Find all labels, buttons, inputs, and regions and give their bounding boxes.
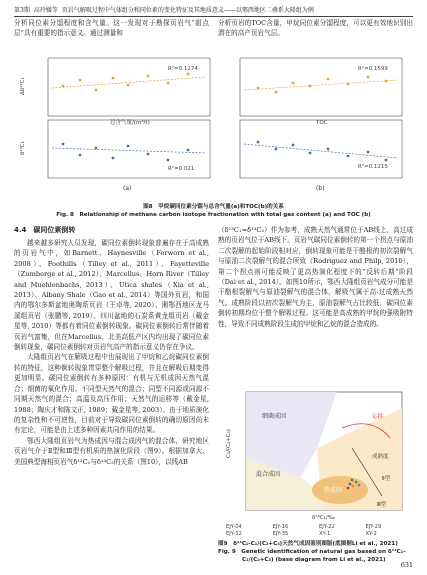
x-axis-label: δ¹³C₁/‰ [312, 515, 336, 521]
mixed-label: 混合成因 [256, 471, 281, 478]
r2-label: R²=0.1274 [168, 66, 198, 72]
legend-item: EJY-29 [365, 524, 382, 530]
fig8-caption-en: Fig. 8 Relationship of methane carbon isotope fractionation with total gas content (a) and TOC (b) [56, 212, 371, 218]
body-paragraph: 越来越多研究人员发现，碳同位素倒转现象普遍存在于高成熟的页岩气中，如Barnett、Haynesville（Ferworn et al., 2008）、Foothills（Tilley et al., 2011）、Fayetteville（Zumberge et al., 2012）、Marcellus、Horn River（Tilley and Muehlenbachs, 2013）、Utica shales（Xia et al., 2013）、Albany Shale（Gao et al., 2014）等国外页岩，和国内的鄂尔多斯盆地奥陶系页岩（王卓等, 2020）、湘鄂西地区龙马溪组页岩（张鹏等, 2019）、四川盆地的石炭系黄龙组页岩（戴金星等, 2010）等都有着同位素倒转现象。碳同位素倒转后常伴随着页岩气富集，但在Marcellus、北美高低产区内均出现了碳同位素倒转现象，碳同位素倒转对页岩气高产的指示意义仍存在争议。 [14, 239, 209, 352]
x-axis-label: TOC [316, 120, 328, 126]
trend-line [52, 77, 206, 88]
fig9-caption-en: Fig. 9 Genetic identification of natural gas based on δ¹³C₁- [218, 549, 406, 555]
bacterial-label: 细菌成因 [262, 413, 287, 420]
r2-label: R²=0.021 [168, 166, 195, 172]
legend-item: XY-2 [365, 531, 377, 537]
orange-points [257, 76, 388, 94]
panel-label: (b) [316, 185, 325, 192]
thermal-label: 热成因 [324, 487, 343, 494]
legend-item: EJY-16 [272, 524, 289, 530]
trend-line [244, 144, 398, 158]
fig8-panel-b [240, 58, 402, 192]
panel-label: (a) [123, 185, 132, 192]
blue-points [62, 143, 190, 162]
body-paragraph: （δ¹³C₁=δ¹³C₂）作为参考，成熟天然气通常位于AB线上，高过成熟的页岩气位于AB线下。页岩气碳同位素倒转的第一个拐点与原油二次裂解的起始阶段相对应，倒转现象可能是干酪根的初次裂解气与原油二次裂解气的混合所致（Rodriguez and Philp, 2010），第二个拐点则可能反映了更高热演化程度下的“反转后期”阶段（Dai et al., 2014）。如图10所示，鄂西大隆组页岩气成分可能是干酪根裂解气与原油裂解气的混合体，解吸气属于高-过成熟天然气。成熟阶段以初次裂解气为主，原油裂解气占比较低，碳同位素倒转初期均位于整个解吸过程。这可能是高成熟的甲烷的强吸附特性，导致不同成熟阶段生成的甲烷和乙烷的混合造成的。 [218, 226, 413, 328]
maturity-label: 成熟度 [372, 454, 389, 460]
body-paragraph: 鄂西大隆组页岩气为热成因与混合成因气的混合体，研究地区页岩气介于Ⅱ型和Ⅲ型有机质的热演化阶段（图9）。根据加拿大、美国典型海相页岩气δ¹³C₁与δ¹³C₂的关系（图10），以线AB [14, 436, 209, 466]
legend-item: EJY-35 [272, 531, 289, 537]
body-paragraph: 大隆组页岩气在解吸过程中也展现出了甲烷和乙烷碳同位素倒转的特征，这种倒转现象贯穿整个解吸过程，并且在解吸后期变得更加明显。碳同位素倒转有多种原因：有机与无机成因天然气混合；细菌的氧化作用；不同型天然气的混合；同型不同源或同源不同期天然气的混合；高温及高压作用；天然气的运移等（戴金星, 1988；陶庆才和陈文正, 1989；戴金星等, 2003）。由于地质演化的复杂性和不可逆性，目前对于导致碳同位素倒转的确切原因尚未有定论，可能是由上述多种因素共同作用的结果。 [14, 353, 209, 435]
type3-label: Ⅲ型 [377, 502, 387, 508]
figure-8 [18, 50, 409, 200]
issue-number: 第3期 [14, 7, 30, 14]
figure-8-caption [14, 203, 413, 219]
fig9-caption-cn: 图9 δ¹³C₁-C₁/(C₂+C₃)天然气成因鉴别图版(底图据Li et al., 2021) [218, 541, 398, 547]
legend-item: EJY-04 [226, 524, 242, 530]
header-authors: 高玲媛等 [33, 7, 58, 14]
left-top-paragraph: 分析同位素分馏程度和含气量。这一发现对于勘探页岩气“甜点层”具有重要的指示意义。通过测量和 [14, 19, 209, 38]
figure-9-legend [226, 524, 412, 537]
figure-9 [222, 388, 412, 523]
left-column [14, 238, 209, 467]
y-axis-label: δ¹³C₁ [20, 141, 26, 155]
section-title: 4.4 碳同位素倒转 [14, 226, 76, 234]
trend-line [52, 148, 206, 153]
right-top-paragraph: 分析页岩的TOC含量，甲烷同位素分馏程度，可以更有效地识别出潜在的高产页岩气层。 [218, 19, 413, 38]
trend-line [244, 80, 398, 90]
legend-item: EJY-32 [226, 531, 242, 537]
r2-label: R²=0.1215 [358, 164, 388, 170]
r2-label: R²=0.1599 [358, 66, 388, 72]
y-axis-label: C₁/(C₂+C₃) [226, 429, 232, 458]
legend-item: EJY-22 [319, 524, 335, 530]
legend-item: XY-1 [319, 531, 331, 537]
migration-label: 运移 [372, 414, 384, 420]
figure-9-caption [218, 540, 413, 564]
header-title: 页岩气解吸过程中气体组分和同位素的变化特征及其地质意义——以鄂西地区二叠系大隆组为例 [61, 7, 314, 14]
fig9-caption-en: C₁/(C₂+C₃) (base diagram from Li et al., 2021) [242, 557, 386, 563]
fig8-panel-a [48, 58, 210, 192]
y-axis-label: Δδ¹³C₁ [20, 77, 26, 95]
fig8-caption-cn: 图8 甲烷碳同位素分馏与总含气量(a)和TOC(b)的关系 [143, 204, 284, 210]
x-axis-label: 总含气量/(m³/t) [110, 120, 150, 126]
page-number: 631 [400, 561, 413, 569]
type2-label: Ⅱ型 [382, 476, 391, 482]
right-column [218, 225, 413, 329]
running-header [14, 5, 413, 17]
orange-points [62, 73, 190, 92]
